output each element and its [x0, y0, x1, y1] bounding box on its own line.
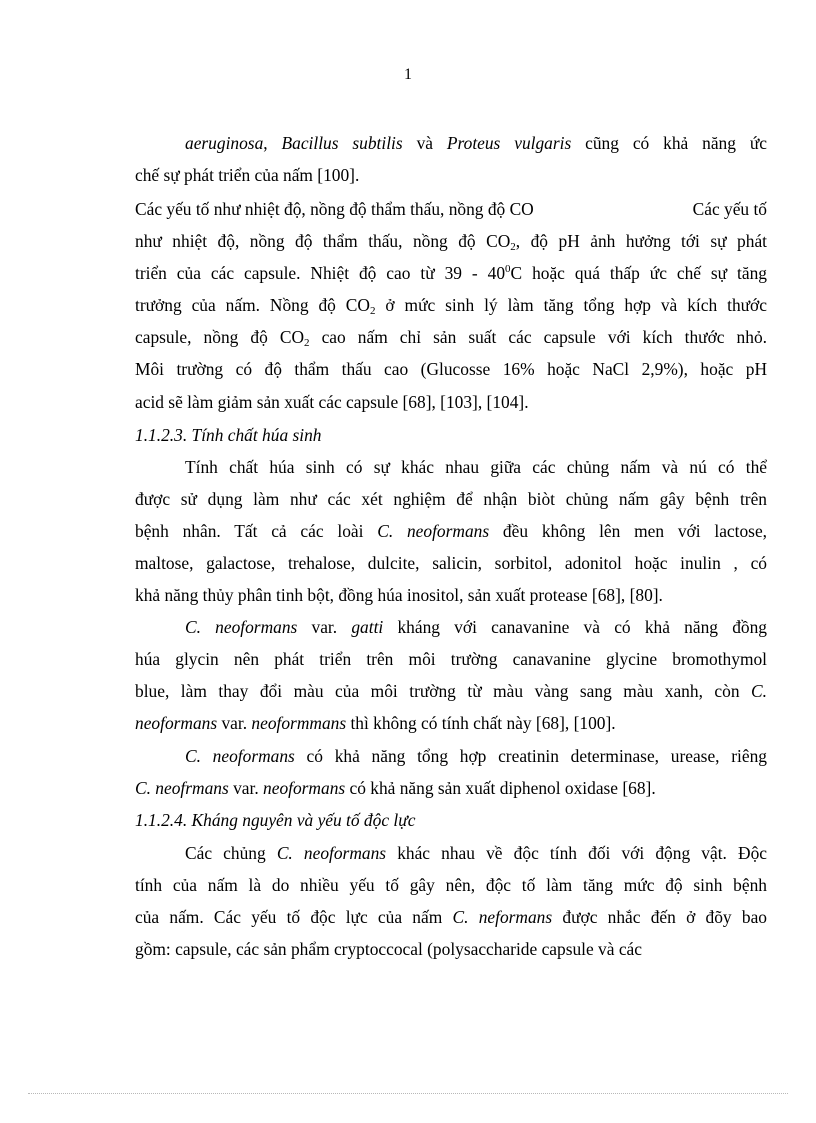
text-run: thì không có tính chất này [68], [100]. — [346, 713, 616, 733]
page-boundary-rule — [28, 1093, 788, 1094]
text-run: Các yếu tố như nhiệt độ, nồng độ thẩm thấu, nồng độ CO — [135, 199, 534, 219]
text-run: có khả năng tổng hợp creatinin determinase, urease, riêng — [294, 746, 767, 766]
subscript: 2 — [510, 241, 516, 253]
text-run: kháng với canavanine và có khả năng đồng — [383, 617, 767, 637]
paragraph-line — [135, 777, 767, 799]
section-heading: 1.1.2.4. Kháng nguyên và yếu tố độc lực — [135, 810, 416, 830]
paragraph-line — [185, 842, 767, 864]
text-run: được nhắc đến ở đõy bao — [552, 907, 767, 927]
text-run: cao nấm chỉ sản suất các capsule với kích thước nhỏ. — [309, 327, 767, 347]
paragraph-line: chế sự phát triển của nấm [100]. — [135, 165, 360, 185]
text-run: có khả năng sản xuất diphenol oxidase [68]. — [345, 778, 656, 798]
italic-term: Bacillus subtilis — [281, 133, 403, 153]
italic-term: C. neoformans — [185, 746, 295, 766]
paragraph-line — [135, 326, 767, 348]
text-run: ở mức sinh lý làm tăng tổng hợp và kích thước — [375, 295, 767, 315]
paragraph-line: acid sẽ làm giảm sản xuất các capsule [68], [103], [104]. — [135, 392, 529, 412]
paragraph-line — [135, 906, 767, 928]
section-heading: 1.1.2.3. Tính chất húa sinh — [135, 425, 322, 445]
text-run: khác nhau về độc tính đối với động vật. Độc — [386, 843, 767, 863]
paragraph-line — [185, 745, 767, 767]
paragraph-line — [135, 230, 767, 252]
paragraph-line: gồm: capsule, các sản phẩm cryptoccocal (polysaccharide capsule và các — [135, 939, 642, 959]
text-run: C hoặc quá thấp ức chế sự tăng — [510, 263, 767, 283]
text-run: triển của các capsule. Nhiệt độ cao từ 39 - 40 — [135, 263, 506, 283]
paragraph-line — [135, 262, 767, 284]
paragraph-line: maltose, galactose, trehalose, dulcite, salicin, sorbitol, adonitol hoặc inulin , có — [135, 553, 767, 573]
text-run: và — [402, 133, 447, 153]
paragraph-line: Tính chất húa sinh có sự khác nhau giữa các chủng nấm và nú có thể — [185, 457, 767, 477]
text-run: của nấm. Các yếu tố độc lực của nấm — [135, 907, 453, 927]
italic-term: neoformans — [263, 778, 346, 798]
superscript: 0 — [505, 263, 511, 275]
paragraph-line: Môi trường có độ thẩm thấu cao (Glucosse 16% hoặc NaCl 2,9%), hoặc pH — [135, 359, 767, 379]
text-run: , — [263, 133, 282, 153]
text-run: đều không lên men với lactose, — [489, 521, 768, 541]
text-run: , độ pH ảnh hưởng tới sự phát — [515, 231, 767, 251]
paragraph-line — [135, 198, 767, 220]
paragraph-line — [135, 680, 767, 702]
paragraph-line: tính của nấm là do nhiều yếu tố gây nên, độc tố làm tăng mức độ sinh bệnh — [135, 875, 767, 895]
text-run: blue, làm thay đổi màu của môi trường từ màu vàng sang màu xanh, còn — [135, 681, 752, 701]
paragraph-line — [135, 712, 767, 734]
italic-term: aeruginosa — [185, 133, 264, 153]
paragraph-line: được sử dụng làm như các xét nghiệm để nhận biòt chủng nấm gây bệnh trên — [135, 489, 767, 509]
text-run: var. — [297, 617, 352, 637]
italic-term: gatti — [351, 617, 384, 637]
italic-term: C. neoformans — [377, 521, 490, 541]
page-number: 1 — [404, 66, 412, 83]
italic-term: C. neoformans — [185, 617, 298, 637]
italic-term: C. neofrmans — [135, 778, 229, 798]
text-run: cũng có khả năng ức — [571, 133, 767, 153]
paragraph-line — [185, 616, 767, 638]
paragraph-line: húa glycin nên phát triển trên môi trường canavanine glycine bromothymol — [135, 649, 767, 669]
paragraph-line — [135, 294, 767, 316]
italic-term: neoformmans — [251, 713, 347, 733]
italic-term: C. neoformans — [276, 843, 387, 863]
text-run: capsule, nồng độ CO — [135, 327, 305, 347]
text-run: var. — [228, 778, 264, 798]
italic-term: Proteus vulgaris — [446, 133, 572, 153]
paragraph-line — [185, 132, 767, 154]
text-run: Các chủng — [185, 843, 277, 863]
text-run: bệnh nhân. Tất cả các loài — [135, 521, 378, 541]
text-run: như nhiệt độ, nồng độ thẩm thấu, nồng độ CO — [135, 231, 511, 251]
italic-term: C. neformans — [452, 907, 553, 927]
italic-term: neoformans — [135, 713, 218, 733]
text-run: Các yếu tố — [692, 199, 767, 219]
subscript: 2 — [369, 305, 376, 317]
text-run: var. — [217, 713, 252, 733]
paragraph-line: khả năng thủy phân tinh bột, đồng húa inositol, sản xuất protease [68], [80]. — [135, 585, 663, 605]
text-run: trưởng của nấm. Nồng độ CO — [135, 295, 370, 315]
italic-term: C. — [751, 681, 767, 701]
subscript: 2 — [304, 337, 310, 349]
paragraph-line — [135, 520, 767, 542]
